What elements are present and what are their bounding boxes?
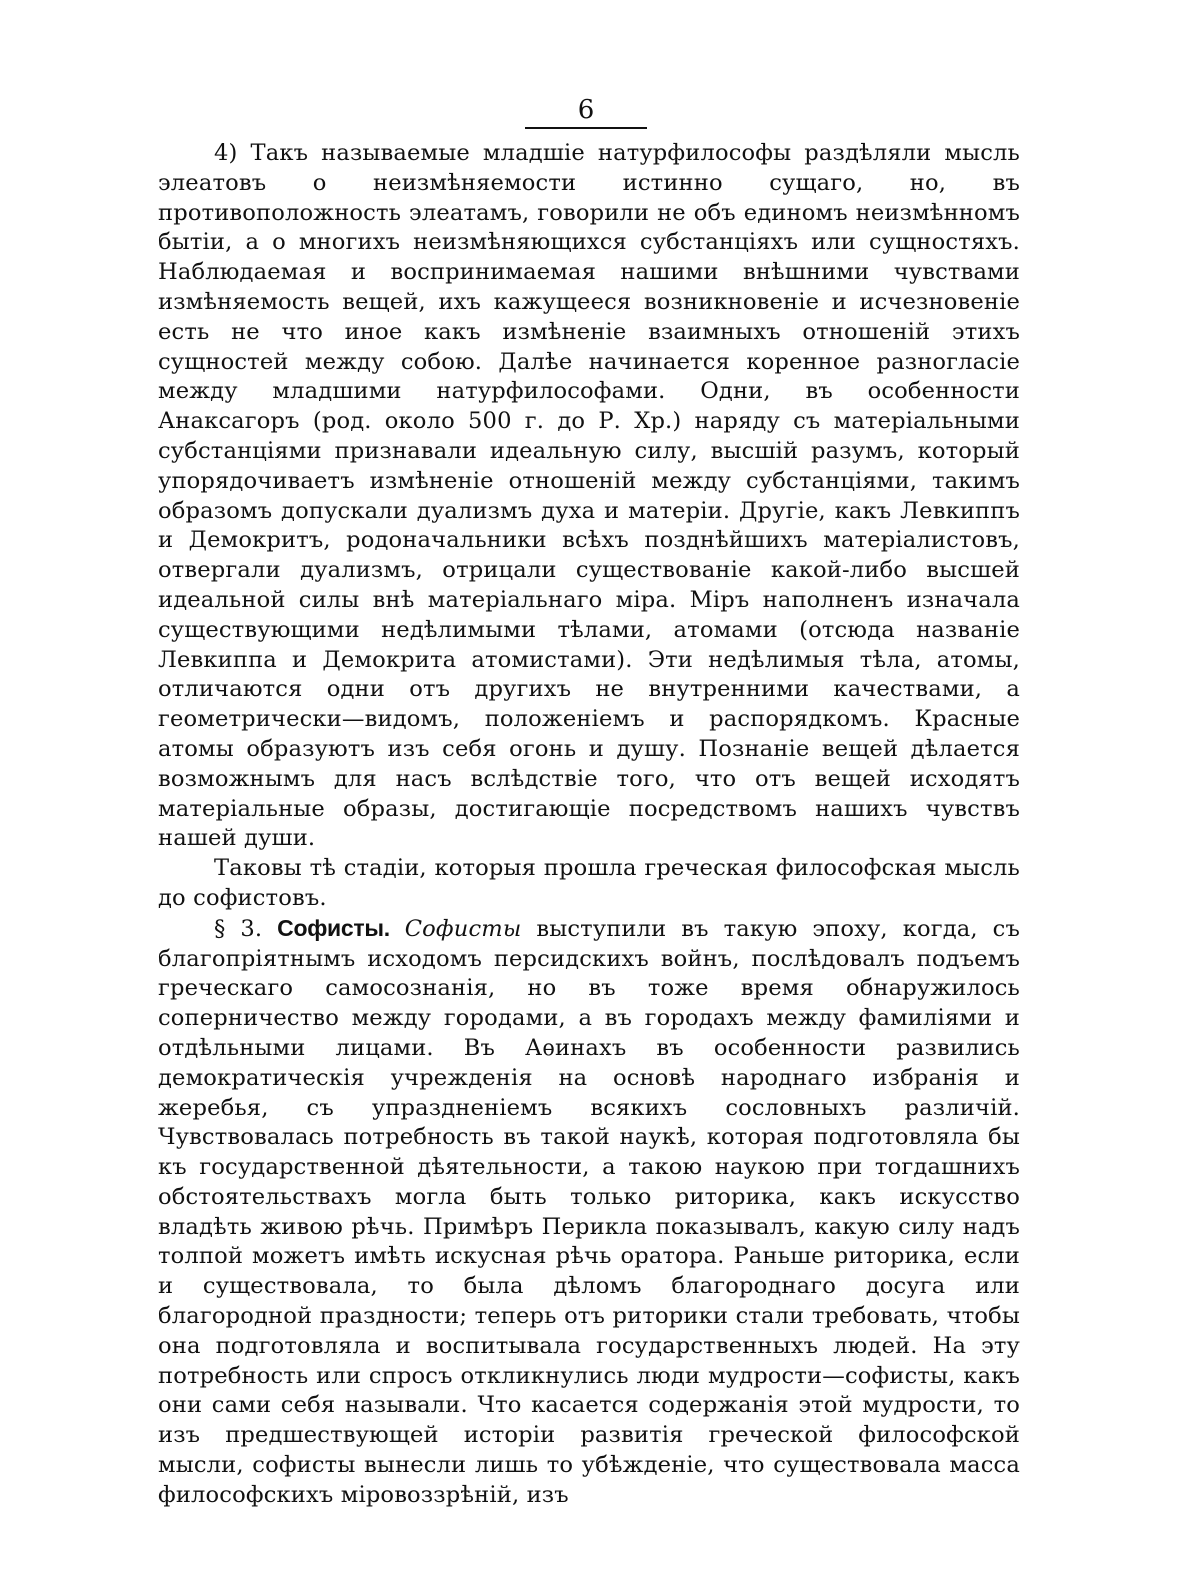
paragraph-sophists-text: выступили въ такую эпоху, когда, съ благопріятнымъ исходомъ персидскихъ войнъ, послѣдовалъ подъемъ греческаго самосознанія, но въ тоже время обнаружилось соперничество между городами, а въ городахъ между фамиліями и отдѣльными лицами. Въ Аѳинахъ въ особенности развились демократическія учрежденія на основѣ народнаго избранія и жеребья, съ упраздненіемъ всякихъ сословныхъ различій. Чувствовалась потребность въ такой наукѣ, которая подготовляла бы къ государственной дѣятельности, а такою наукою при тогдашнихъ обстоятельствахъ могла быть только риторика, какъ искусство владѣть живою рѣчь. Примѣръ Перикла показывалъ, какую силу надъ толпой можетъ имѣть искусная рѣчь оратора. Раньше риторика, если и существовала, то была дѣломъ благороднаго досуга или благородной праздности; теперь отъ риторики стали требовать, чтобы она подготовляла и воспитывала государственныхъ людей. На эту потребность или спросъ откликнулись люди мудрости—софисты, какъ они сами себя называли. Что касается содержанія этой мудрости, то изъ предшествующей исторіи развитія греческой философской мысли, софисты вынесли лишь то убѣжденіе, что существовала масса философскихъ міровоззрѣній, изъ bbox=[158, 915, 1020, 1508]
page-number-rule bbox=[525, 95, 647, 129]
paragraph-stages-summary: Таковы тѣ стадіи, которыя прошла греческая философская мысль до софистовъ. bbox=[158, 855, 1020, 911]
book-page bbox=[158, 95, 1020, 1511]
section-number: § 3. bbox=[214, 915, 263, 942]
paragraph-sophists bbox=[158, 914, 1020, 1511]
italic-term: Софисты bbox=[404, 915, 522, 942]
section-heading: Софисты. bbox=[277, 914, 390, 941]
page-body bbox=[158, 139, 1020, 1511]
paragraph-natural-philosophers: 4) Такъ называемые младшіе натурфилософы раздѣляли мысль элеатовъ о неизмѣняемости истинно сущаго, но, въ противоположность элеатамъ, говорили не объ единомъ неизмѣнномъ бытіи, а о многихъ неизмѣняющихся субстанціяхъ или сущностяхъ. Наблюдаемая и воспринимаемая нашими внѣшними чувствами измѣняемость вещей, ихъ кажущееся возникновеніе и исчезновеніе есть не что иное какъ измѣненіе взаимныхъ отношеній этихъ сущностей между собою. Далѣе начинается коренное разногласіе между младшими натурфилософами. Одни, въ особенности Анаксагоръ (род. около 500 г. до Р. Хр.) наряду съ матеріальными субстанціями признавали идеальную силу, высшій разумъ, который упорядочиваетъ измѣненіе отношеній между субстанціями, такимъ образомъ допускали дуализмъ духа и матеріи. Другіе, какъ Левкиппъ и Демокритъ, родоначальники всѣхъ позднѣйшихъ матеріалистовъ, отвергали дуализмъ, отрицали существованіе какой-либо высшей идеальной силы внѣ матеріальнаго міра. Міръ наполненъ изначала существующими недѣлимыми тѣлами, атомами (отсюда названіе Левкиппа и Демокрита атомистами). Эти недѣлимыя тѣла, атомы, отличаются одни отъ другихъ не внутренними качествами, а геометрически—видомъ, положеніемъ и распорядкомъ. Красные атомы образуютъ изъ себя огонь и душу. Познаніе вещей дѣлается возможнымъ для насъ вслѣдствіе того, что отъ вещей исходятъ матеріальные образы, достигающіе посредствомъ нашихъ чувствъ нашей души. bbox=[158, 140, 1020, 852]
page-number: 6 bbox=[577, 95, 595, 125]
